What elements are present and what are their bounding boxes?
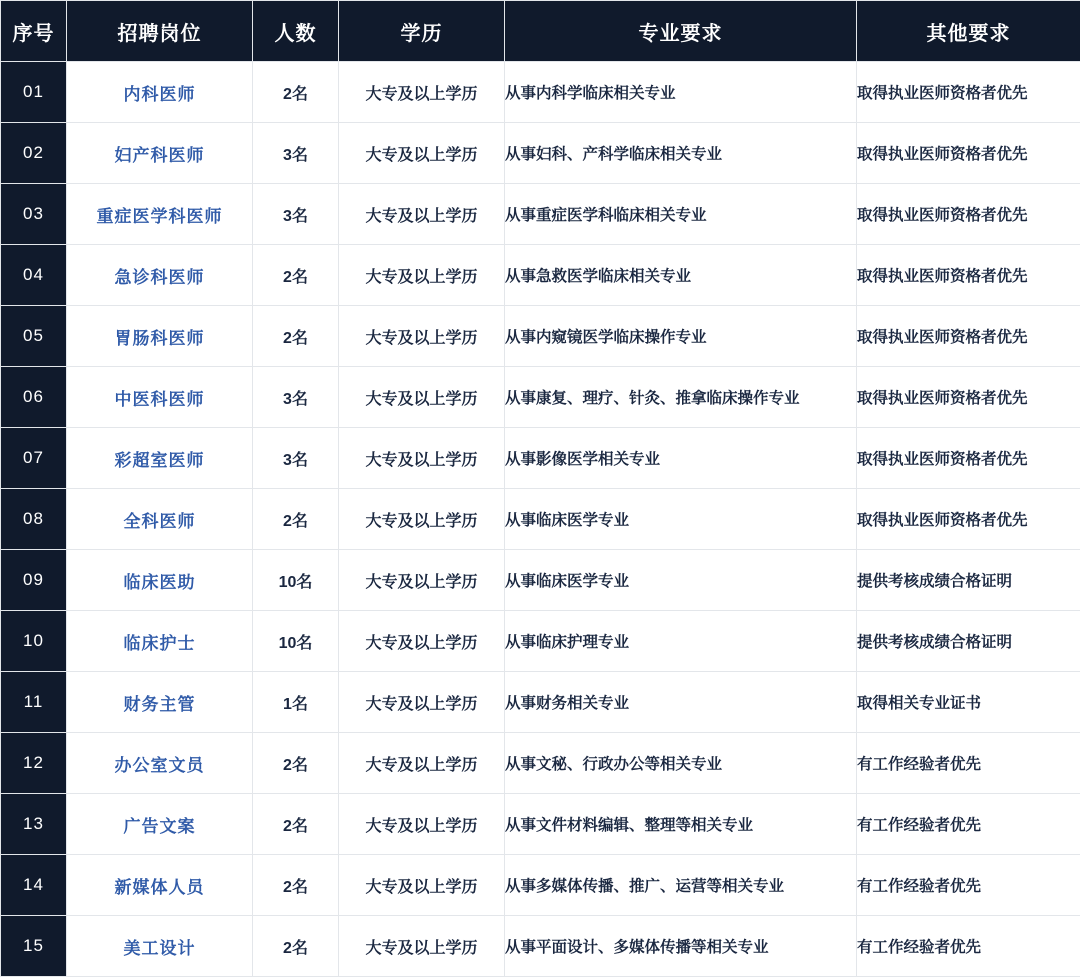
column-header-other: 其他要求: [857, 1, 1080, 62]
cell-post: 美工设计: [67, 916, 253, 977]
cell-education: 大专及以上学历: [339, 62, 505, 123]
cell-major: 从事内窥镜医学临床操作专业: [505, 306, 857, 367]
column-header-post: 招聘岗位: [67, 1, 253, 62]
cell-education: 大专及以上学历: [339, 916, 505, 977]
table-row: [1, 489, 1080, 550]
table-row: [1, 794, 1080, 855]
cell-other: 取得执业医师资格者优先: [857, 489, 1080, 550]
cell-index: 08: [1, 489, 67, 550]
cell-education: 大专及以上学历: [339, 245, 505, 306]
cell-other: 提供考核成绩合格证明: [857, 611, 1080, 672]
table-row: [1, 62, 1080, 123]
cell-post: 办公室文员: [67, 733, 253, 794]
cell-index: 12: [1, 733, 67, 794]
cell-index: 04: [1, 245, 67, 306]
column-header-count: 人数: [253, 1, 339, 62]
cell-major: 从事内科学临床相关专业: [505, 62, 857, 123]
cell-count: 2名: [253, 855, 339, 916]
cell-other: 取得执业医师资格者优先: [857, 184, 1080, 245]
cell-count: 2名: [253, 306, 339, 367]
cell-major: 从事临床医学专业: [505, 489, 857, 550]
cell-post: 重症医学科医师: [67, 184, 253, 245]
table-header: [1, 1, 1080, 62]
table-row: [1, 672, 1080, 733]
table-header-row: [1, 1, 1080, 62]
cell-index: 10: [1, 611, 67, 672]
cell-index: 15: [1, 916, 67, 977]
table-row: [1, 367, 1080, 428]
cell-count: 2名: [253, 733, 339, 794]
cell-other: 取得相关专业证书: [857, 672, 1080, 733]
cell-major: 从事重症医学科临床相关专业: [505, 184, 857, 245]
cell-index: 11: [1, 672, 67, 733]
table-row: [1, 611, 1080, 672]
cell-major: 从事康复、理疗、针灸、推拿临床操作专业: [505, 367, 857, 428]
cell-count: 2名: [253, 245, 339, 306]
cell-major: 从事影像医学相关专业: [505, 428, 857, 489]
cell-education: 大专及以上学历: [339, 123, 505, 184]
cell-other: 取得执业医师资格者优先: [857, 123, 1080, 184]
cell-post: 胃肠科医师: [67, 306, 253, 367]
cell-major: 从事临床护理专业: [505, 611, 857, 672]
cell-post: 彩超室医师: [67, 428, 253, 489]
table-row: [1, 550, 1080, 611]
cell-other: 有工作经验者优先: [857, 916, 1080, 977]
cell-education: 大专及以上学历: [339, 611, 505, 672]
cell-post: 内科医师: [67, 62, 253, 123]
cell-post: 临床护士: [67, 611, 253, 672]
cell-other: 取得执业医师资格者优先: [857, 62, 1080, 123]
table-body: [1, 62, 1080, 977]
cell-other: 取得执业医师资格者优先: [857, 245, 1080, 306]
cell-major: 从事平面设计、多媒体传播等相关专业: [505, 916, 857, 977]
cell-count: 2名: [253, 794, 339, 855]
cell-index: 13: [1, 794, 67, 855]
cell-education: 大专及以上学历: [339, 672, 505, 733]
cell-education: 大专及以上学历: [339, 733, 505, 794]
cell-index: 07: [1, 428, 67, 489]
cell-other: 取得执业医师资格者优先: [857, 306, 1080, 367]
cell-major: 从事多媒体传播、推广、运营等相关专业: [505, 855, 857, 916]
cell-education: 大专及以上学历: [339, 794, 505, 855]
cell-education: 大专及以上学历: [339, 428, 505, 489]
table-row: [1, 855, 1080, 916]
cell-index: 09: [1, 550, 67, 611]
cell-education: 大专及以上学历: [339, 184, 505, 245]
cell-other: 提供考核成绩合格证明: [857, 550, 1080, 611]
cell-count: 3名: [253, 184, 339, 245]
cell-post: 妇产科医师: [67, 123, 253, 184]
cell-count: 10名: [253, 550, 339, 611]
cell-index: 05: [1, 306, 67, 367]
cell-count: 2名: [253, 489, 339, 550]
cell-index: 06: [1, 367, 67, 428]
cell-post: 全科医师: [67, 489, 253, 550]
table-row: [1, 245, 1080, 306]
cell-count: 2名: [253, 916, 339, 977]
cell-index: 01: [1, 62, 67, 123]
cell-other: 有工作经验者优先: [857, 733, 1080, 794]
cell-major: 从事文秘、行政办公等相关专业: [505, 733, 857, 794]
cell-count: 3名: [253, 367, 339, 428]
cell-post: 急诊科医师: [67, 245, 253, 306]
table-row: [1, 306, 1080, 367]
table-row: [1, 184, 1080, 245]
cell-index: 14: [1, 855, 67, 916]
cell-major: 从事临床医学专业: [505, 550, 857, 611]
cell-other: 有工作经验者优先: [857, 855, 1080, 916]
cell-major: 从事妇科、产科学临床相关专业: [505, 123, 857, 184]
cell-post: 中医科医师: [67, 367, 253, 428]
cell-education: 大专及以上学历: [339, 306, 505, 367]
cell-count: 3名: [253, 123, 339, 184]
cell-index: 03: [1, 184, 67, 245]
cell-post: 广告文案: [67, 794, 253, 855]
cell-education: 大专及以上学历: [339, 489, 505, 550]
table-row: [1, 733, 1080, 794]
cell-post: 临床医助: [67, 550, 253, 611]
cell-education: 大专及以上学历: [339, 550, 505, 611]
cell-count: 1名: [253, 672, 339, 733]
cell-education: 大专及以上学历: [339, 855, 505, 916]
cell-other: 取得执业医师资格者优先: [857, 367, 1080, 428]
table-row: [1, 123, 1080, 184]
column-header-index: 序号: [1, 1, 67, 62]
cell-major: 从事急救医学临床相关专业: [505, 245, 857, 306]
column-header-education: 学历: [339, 1, 505, 62]
column-header-major: 专业要求: [505, 1, 857, 62]
cell-education: 大专及以上学历: [339, 367, 505, 428]
cell-index: 02: [1, 123, 67, 184]
table-row: [1, 428, 1080, 489]
cell-major: 从事财务相关专业: [505, 672, 857, 733]
cell-other: 有工作经验者优先: [857, 794, 1080, 855]
cell-count: 2名: [253, 62, 339, 123]
cell-count: 10名: [253, 611, 339, 672]
table-row: [1, 916, 1080, 977]
cell-post: 财务主管: [67, 672, 253, 733]
cell-major: 从事文件材料编辑、整理等相关专业: [505, 794, 857, 855]
cell-other: 取得执业医师资格者优先: [857, 428, 1080, 489]
cell-count: 3名: [253, 428, 339, 489]
cell-post: 新媒体人员: [67, 855, 253, 916]
